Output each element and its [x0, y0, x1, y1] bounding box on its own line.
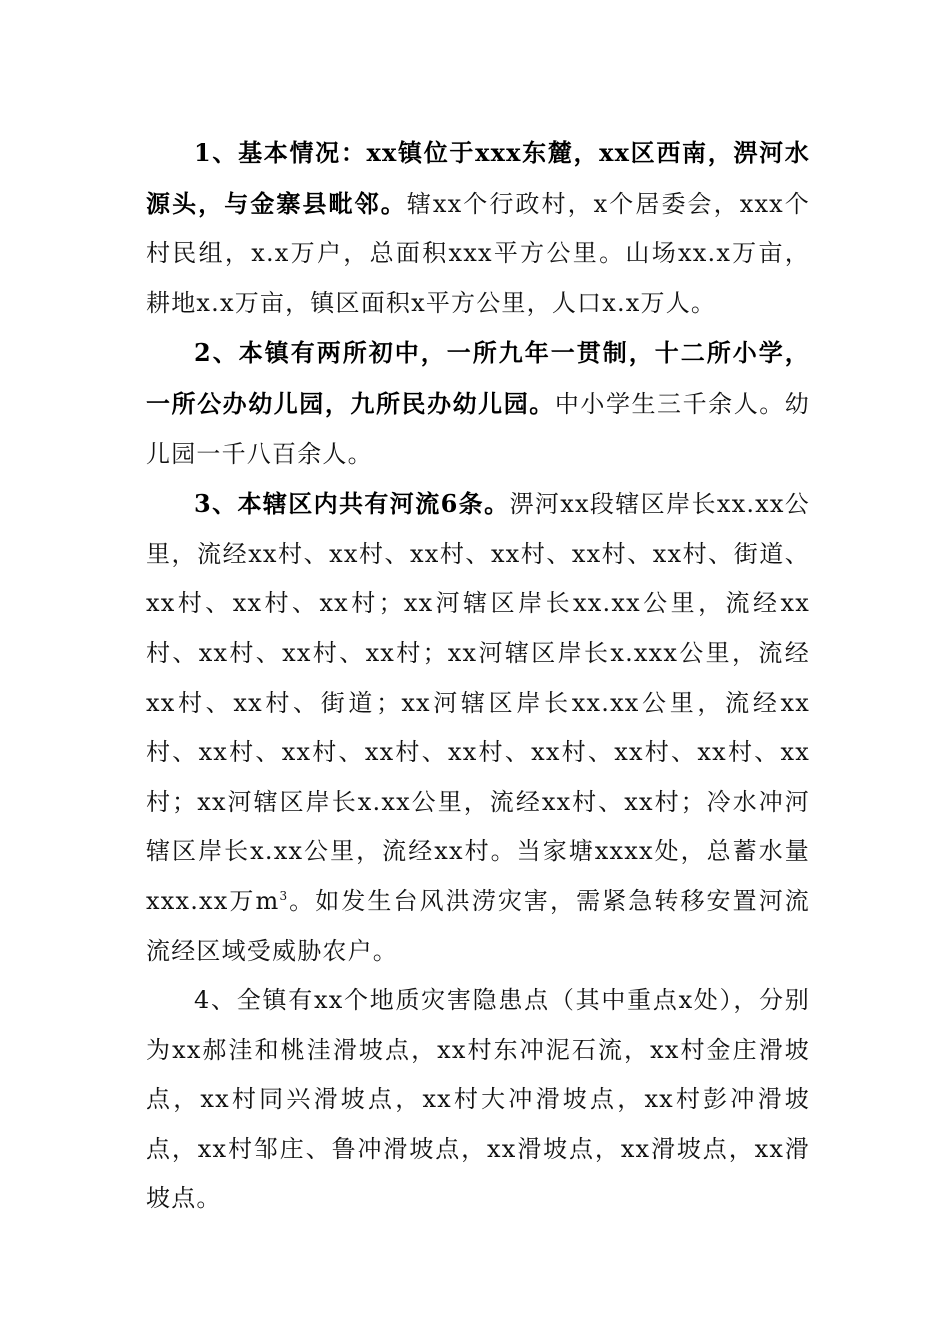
- paragraph-basic-info: [146, 128, 810, 328]
- paragraph-basic-info-heading: 1、基本情况：xx镇位于xxx东麓，xx区西南，淠河水源头，与金寨县毗邻。: [146, 138, 810, 218]
- paragraph-schools-text: 中小学生三千余人。幼儿园一千八百余人。: [146, 389, 811, 468]
- document-body: [146, 128, 810, 1224]
- paragraph-schools-heading: 2、本镇有两所初中，一所九年一贯制，十二所小学，一所公办幼儿园，九所民办幼儿园。: [146, 338, 810, 418]
- paragraph-rivers-text: 淠河xx段辖区岸长xx.xx公里，流经xx村、xx村、xx村、xx村、xx村、xx村、街道、xx村、xx村、xx村；xx河辖区岸长xx.xx公里，流经xx村、xx村、xx村、xx村；xx河辖区岸长x.xxx公里，流经xx村、xx村、街道；xx河辖区岸长xx.xx公里，流经xx村、xx村、xx村、xx村、xx村、xx村、xx村、xx村、xx村；xx河辖区岸长x.xx公里，流经xx村、xx村；冷水冲河辖区岸长x.xx公里，流经xx村。当家塘xxxx处，总蓄水量xxx.xx万m: [146, 490, 811, 915]
- cubic-superscript: 3: [279, 888, 289, 903]
- paragraph-rivers: [146, 479, 810, 976]
- paragraph-geohazards: [146, 976, 810, 1224]
- paragraph-rivers-text-end: 。如发生台风洪涝灾害，需紧急转移安置河流流经区域受威胁农户。: [146, 886, 810, 965]
- paragraph-schools: [146, 328, 810, 479]
- paragraph-geohazards-text: 4、全镇有xx个地质灾害隐患点（其中重点x处），分别为xx郝洼和桃洼滑坡点，xx村东冲泥石流，xx村金庄滑坡点，xx村同兴滑坡点，xx村大冲滑坡点，xx村彭冲滑坡点，xx村邹庄、鲁冲滑坡点，xx滑坡点，xx滑坡点，xx滑坡点。: [146, 986, 810, 1213]
- paragraph-rivers-heading: 3、本辖区内共有河流6条。: [194, 489, 510, 519]
- paragraph-basic-info-text: 辖xx个行政村，x个居委会，xxx个村民组，x.x万户，总面积xxx平方公里。山场xx.x万亩，耕地x.x万亩，镇区面积x平方公里，人口x.x万人。: [146, 189, 810, 317]
